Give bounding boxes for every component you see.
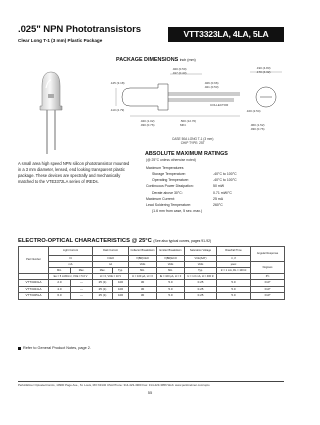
dim-height-max: .125 (3.18) xyxy=(110,81,125,85)
dim-lead-dia-min: .017 (0.43) xyxy=(172,71,187,75)
cell-iceo-v: 100 xyxy=(113,286,129,293)
symbol-iceo: I CEO xyxy=(93,256,129,262)
symbol-vbreco: V(BR)ECO xyxy=(157,256,185,262)
condition-h0: H = 0, VCE = 10 V xyxy=(93,274,129,280)
cell-vbre: 5.0 xyxy=(157,293,185,300)
table-header-row xyxy=(19,247,285,256)
cell-ic-min: 4.0 xyxy=(49,286,71,293)
electro-optical-label: ELECTRO-OPTICAL CHARACTERISTICS @ 25°C xyxy=(18,238,152,244)
package-dimensions-label: PACKAGE DIMENSIONS xyxy=(116,57,179,63)
package-dimensions-title xyxy=(116,57,196,63)
rating-value: 50 mW xyxy=(213,184,225,189)
max-ratings-list xyxy=(146,165,286,214)
cell-part: VTT3323LA xyxy=(19,280,49,287)
dim-lead-spacing: .100 (2.54) xyxy=(246,109,261,113)
dim-height-min: .110 (2.79) xyxy=(110,108,125,112)
cell-ic-max: — xyxy=(71,293,93,300)
case-label xyxy=(172,137,213,145)
cell-ang: ±10° xyxy=(251,286,285,293)
label-min-3: Min. xyxy=(157,268,185,274)
footnote xyxy=(18,346,91,350)
cell-ic-min: 6.0 xyxy=(49,293,71,300)
cell-vbre: 5.0 xyxy=(157,280,185,287)
rating-label: Derate above 30°C: xyxy=(152,190,183,195)
led-illustration xyxy=(28,58,74,158)
cell-tr: 5.0 xyxy=(217,286,251,293)
unit-na: nA xyxy=(93,262,129,268)
cell-ic-min: 2.0 xyxy=(49,280,71,287)
unit-volts-3: Volts xyxy=(185,262,217,268)
symbol-ic: I C xyxy=(49,256,93,262)
header-rise-fall: Rise/Fall Time xyxy=(217,247,251,256)
unit-ma: mA xyxy=(49,262,93,268)
dim-body-dia-max: .190 (4.83) xyxy=(256,66,271,70)
header-emit-breakdown: Emitter Breakdown xyxy=(157,247,185,256)
header xyxy=(18,24,284,50)
rating-label: Maximum Current: xyxy=(146,196,175,201)
cell-iceo: 25 (1) xyxy=(93,286,113,293)
label-trtf-cond: Ic = 1 mA, RL = 100 Ω xyxy=(217,268,251,274)
page-subtitle: Clear Long T-1 (3 mm) Plastic Package xyxy=(18,38,103,43)
header-light: Light Current xyxy=(49,247,93,256)
label-typ: Typ. xyxy=(113,268,129,274)
cell-vsat: 0.25 xyxy=(185,280,217,287)
dim-collector-label: COLLECTOR xyxy=(210,103,229,107)
dim-lead-length-min: MIN. xyxy=(180,123,187,127)
dim-flat-min: .030 (0.76) xyxy=(250,127,265,131)
page-title: .025" NPN Phototransistors xyxy=(18,24,141,35)
dim-lead-width-min: .021 (0.53) xyxy=(204,85,219,89)
cell-iceo-v: 100 xyxy=(113,280,129,287)
label-min: Min. xyxy=(49,268,71,274)
rating-label: Storage Temperature: xyxy=(152,172,186,177)
label-min-2: Min. xyxy=(129,268,157,274)
rating-label: Continuous Power Dissipation: xyxy=(146,184,194,189)
part-number-banner: VTT3323LA, 4LA, 5LA xyxy=(168,27,284,42)
label-typ-2: Typ. xyxy=(185,268,217,274)
symbol-vcesat: VCE(SAT) xyxy=(185,256,217,262)
cell-part: VTT3325LA xyxy=(19,293,49,300)
rating-value: 260°C xyxy=(213,202,223,207)
cell-part: VTT3324LA xyxy=(19,286,49,293)
rating-label: Maximum Temperatures xyxy=(146,166,184,170)
rating-value: -40°C to 100°C xyxy=(213,172,237,177)
max-ratings-title: ABSOLUTE MAXIMUM RATINGS xyxy=(145,151,228,157)
cell-ang: ±10° xyxy=(251,280,285,287)
unit-volts: Volts xyxy=(129,262,157,268)
unit-usec: μsec xyxy=(217,262,251,268)
case-text: CASE 50A LONG T-1 (3 mm) xyxy=(172,137,214,141)
table-row xyxy=(19,293,285,300)
cell-iceo: 25 (1) xyxy=(93,280,113,287)
bullet-square-icon xyxy=(18,347,21,350)
rating-label: Operating Temperature: xyxy=(152,178,189,183)
package-dimensions-drawing xyxy=(110,64,288,136)
dim-flat-max: .060 (1.52) xyxy=(250,123,265,127)
product-description: A small area high speed NPN silicon phototransistor mounted in a 3 mm diameter, lensed, end looking transparent plastic package. These devices are spectrally and mechanically matched to the VTE3372LA series of IREDs. xyxy=(18,161,130,184)
electro-optical-title xyxy=(18,238,211,244)
condition-ee: Ee = 5 mW/cm², VCE = 5.0 V xyxy=(49,274,93,280)
header-angular: Angular Response xyxy=(251,247,285,262)
cell-vbr: 30 xyxy=(129,286,157,293)
label-max: Max. xyxy=(71,268,93,274)
rating-value: 0.71 mW/°C xyxy=(213,190,232,195)
dim-lead-length: .500 (12.70) xyxy=(180,119,197,123)
header-dark: Dark Current xyxy=(93,247,129,256)
header-saturation: Saturation Voltage xyxy=(185,247,217,256)
condition-ic1: Ic = 1.0 mA, H = 400 fc xyxy=(185,274,217,280)
cell-tr: 5.0 xyxy=(217,293,251,300)
title-block xyxy=(18,24,168,50)
cell-iceo-v: 100 xyxy=(113,293,129,300)
symbol-trtf: tr, tf xyxy=(217,256,251,262)
rating-value: -40°C to 100°C xyxy=(213,178,237,183)
page-number: 55 xyxy=(147,390,153,395)
dim-lead-width-max: .026 (0.66) xyxy=(204,81,219,85)
cell-vbre: 5.0 xyxy=(157,286,185,293)
label-max-2: Max. xyxy=(93,268,113,274)
dim-lead-dia-max: .020 (0.50) xyxy=(172,67,187,71)
cell-ic-max: — xyxy=(71,280,93,287)
footer-contact: PerkinElmer Optoelectronics, 10900 Page Ave., St. Louis, MO 63132 USA Phone: 314-423-4900 Fax: 314-423-3956 Web: www.perkinelmer.com/opto xyxy=(18,383,210,387)
unit-volts-2: Volts xyxy=(157,262,185,268)
cell-ang: ±10° xyxy=(251,293,285,300)
cell-iceo: 25 (1) xyxy=(93,293,113,300)
footnote-text: Refer to General Product Notes, page 2. xyxy=(23,346,91,350)
symbol-vbrceo: V(BR)CEO xyxy=(129,256,157,262)
package-dimensions-units: inch (mm) xyxy=(179,58,196,62)
electro-optical-subtitle: (See also typical curves, pages 91-92) xyxy=(153,239,212,243)
electro-optical-table xyxy=(18,246,285,300)
rating-label: Lead Soldering Temperature: xyxy=(146,202,192,207)
header-part: Part Number xyxy=(19,247,49,274)
rating-row xyxy=(146,208,286,214)
cell-vsat: 0.25 xyxy=(185,293,217,300)
condition-ie100: IE = 100 μA, H = 0 xyxy=(157,274,185,280)
max-ratings-note: (@ 25°C unless otherwise noted) xyxy=(146,158,196,162)
dim-flange-min: .030 (0.76) xyxy=(140,123,155,127)
rating-value: 25 mA xyxy=(213,196,224,201)
dim-body-dia-min: .170 (4.32) xyxy=(256,70,271,74)
footer-divider xyxy=(18,381,284,382)
cell-vbr: 30 xyxy=(129,280,157,287)
cell-tr: 5.0 xyxy=(217,280,251,287)
cell-ic-max: — xyxy=(71,286,93,293)
condition-ic100: Ic = 100 μA, H = 0 xyxy=(129,274,157,280)
dim-flange-max: .040 (1.02) xyxy=(140,119,155,123)
unit-degrees: Degrees xyxy=(251,262,285,274)
chip-type: CHIP TYPE: 25T xyxy=(180,141,205,145)
cell-vsat: 0.25 xyxy=(185,286,217,293)
header-coll-breakdown: Collector Breakdown xyxy=(129,247,157,256)
cell-vbr: 30 xyxy=(129,293,157,300)
condition-theta: θ½ xyxy=(251,274,285,280)
rating-label: (1.6 mm from case, 5 sec. max.) xyxy=(152,208,203,213)
